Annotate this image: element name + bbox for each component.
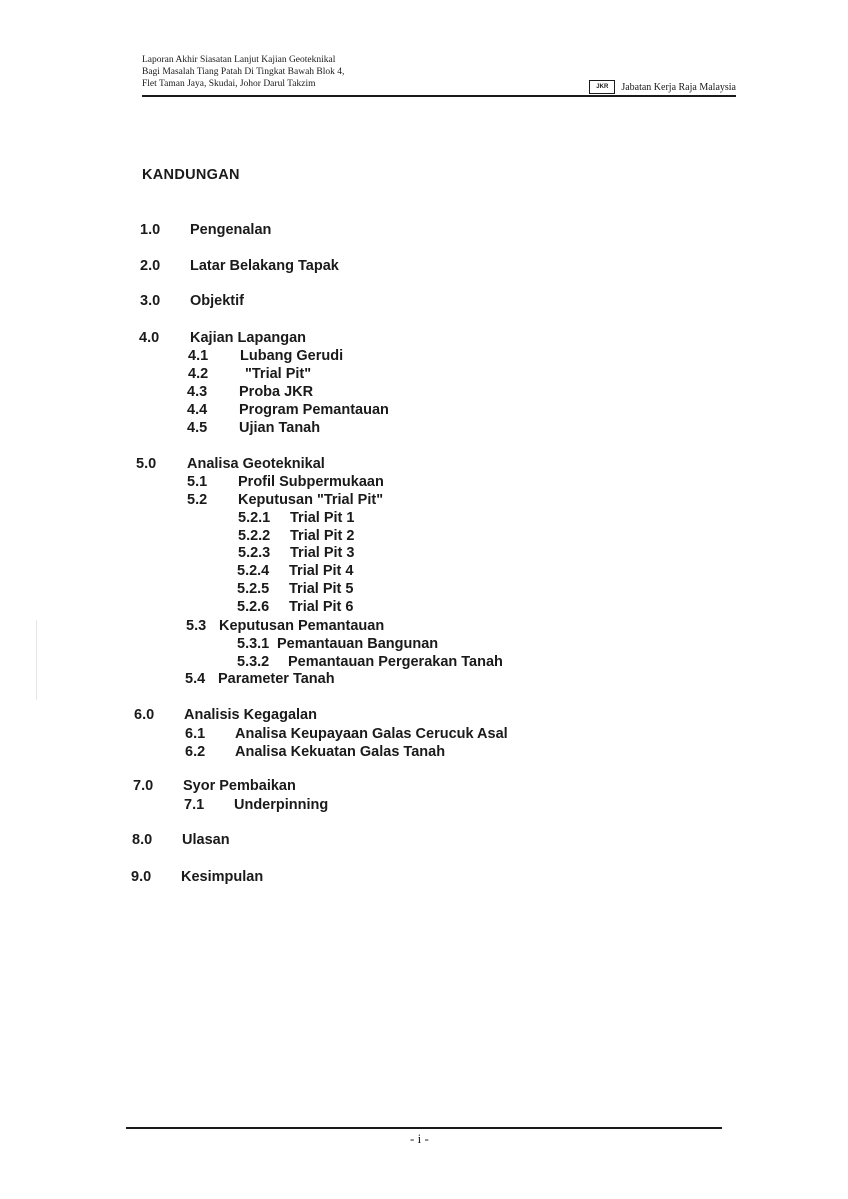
- toc-entry-number: 5.2.4: [237, 563, 270, 579]
- toc-entry-number: 5.4: [185, 671, 206, 687]
- toc-title: KANDUNGAN: [142, 167, 240, 183]
- toc-entry-number: 7.1: [184, 797, 205, 813]
- scan-margin-mark: [36, 620, 37, 700]
- toc-entry-label: Trial Pit 2: [290, 528, 355, 544]
- toc-entry-label: Underpinning: [234, 797, 329, 813]
- toc-entry-label: Syor Pembaikan: [183, 778, 296, 794]
- toc-entry-number: 4.3: [187, 384, 208, 400]
- toc-entry-label: Trial Pit 6: [289, 599, 354, 615]
- toc-entry-number: 5.2.3: [238, 545, 271, 561]
- toc-entry-label: Ujian Tanah: [239, 420, 321, 436]
- toc-entry-label: Lubang Gerudi: [240, 348, 344, 364]
- toc-entry-label: Program Pemantauan: [239, 402, 389, 418]
- toc-entry-number: 9.0: [131, 869, 152, 885]
- toc-entry-number: 2.0: [140, 258, 161, 274]
- organisation-name: Jabatan Kerja Raja Malaysia: [621, 81, 736, 93]
- toc-entry-number: 6.0: [134, 707, 155, 723]
- toc-entry-number: 4.0: [139, 330, 160, 346]
- toc-entry-number: 5.2.5: [237, 581, 270, 597]
- toc-entry-label: Keputusan "Trial Pit": [238, 492, 384, 508]
- toc-entry-label: Ulasan: [182, 832, 230, 848]
- toc-entry-label: Objektif: [190, 293, 244, 309]
- toc-entry-label: Pemantauan Pergerakan Tanah: [288, 654, 503, 670]
- toc-entry-number: 5.0: [136, 456, 157, 472]
- toc-entry-label: Pengenalan: [190, 222, 272, 238]
- toc-entry-number: 5.3.2: [237, 654, 270, 670]
- toc-entry-label: Pemantauan Bangunan: [277, 636, 439, 652]
- toc-entry-label: Latar Belakang Tapak: [190, 258, 339, 274]
- toc-entry-number: 6.2: [185, 744, 206, 760]
- footer-divider: [126, 1127, 722, 1129]
- toc-entry-number: 7.0: [133, 778, 154, 794]
- toc-entry-label: "Trial Pit": [245, 366, 312, 382]
- report-title-line-2: Bagi Masalah Tiang Patah Di Tingkat Bawah Blok 4,: [142, 67, 345, 77]
- toc-entry-number: 5.3: [186, 618, 207, 634]
- toc-entry-number: 5.2.2: [238, 528, 271, 544]
- toc-entry-number: 3.0: [140, 293, 161, 309]
- toc-entry-label: Trial Pit 1: [290, 510, 355, 526]
- toc-entry-label: Kesimpulan: [181, 869, 264, 885]
- toc-entry-number: 1.0: [140, 222, 161, 238]
- toc-entry-label: Trial Pit 3: [290, 545, 355, 561]
- toc-entry-number: 8.0: [132, 832, 153, 848]
- toc-entry-label: Analisis Kegagalan: [184, 707, 317, 723]
- toc-entry-number: 4.5: [187, 420, 208, 436]
- toc-entry-label: Parameter Tanah: [218, 671, 335, 687]
- page-number: - i -: [410, 1131, 429, 1146]
- toc-entry-number: 6.1: [185, 726, 206, 742]
- toc-entry-label: Analisa Keupayaan Galas Cerucuk Asal: [235, 726, 508, 742]
- toc-entry-number: 5.2.6: [237, 599, 270, 615]
- toc-entry-number: 5.2: [187, 492, 208, 508]
- toc-entry-label: Kajian Lapangan: [190, 330, 307, 346]
- toc-entry-label: Profil Subpermukaan: [238, 474, 384, 490]
- report-title-block: [142, 54, 344, 90]
- toc-entry-number: 4.2: [188, 366, 209, 382]
- jkr-logo-icon: JKR: [589, 80, 615, 94]
- report-title-line-1: Laporan Akhir Siasatan Lanjut Kajian Geoteknikal: [142, 55, 336, 65]
- toc-entry-label: Analisa Kekuatan Galas Tanah: [235, 744, 446, 760]
- organisation-block: [589, 80, 736, 94]
- toc-entry-number: 5.1: [187, 474, 208, 490]
- toc-entry-number: 5.2.1: [238, 510, 271, 526]
- report-title-line-3: Flet Taman Jaya, Skudai, Johor Darul Takzim: [142, 79, 316, 89]
- header-divider: [142, 95, 736, 97]
- toc-entry-number: 4.4: [187, 402, 208, 418]
- toc-entry-label: Trial Pit 5: [289, 581, 354, 597]
- toc-entry-number: 4.1: [188, 348, 209, 364]
- toc-entry-label: Keputusan Pemantauan: [219, 618, 385, 634]
- toc-entry-label: Trial Pit 4: [289, 563, 354, 579]
- toc-entry-number: 5.3.1: [237, 636, 270, 652]
- toc-entry-label: Analisa Geoteknikal: [187, 456, 325, 472]
- toc-entry-label: Proba JKR: [239, 384, 314, 400]
